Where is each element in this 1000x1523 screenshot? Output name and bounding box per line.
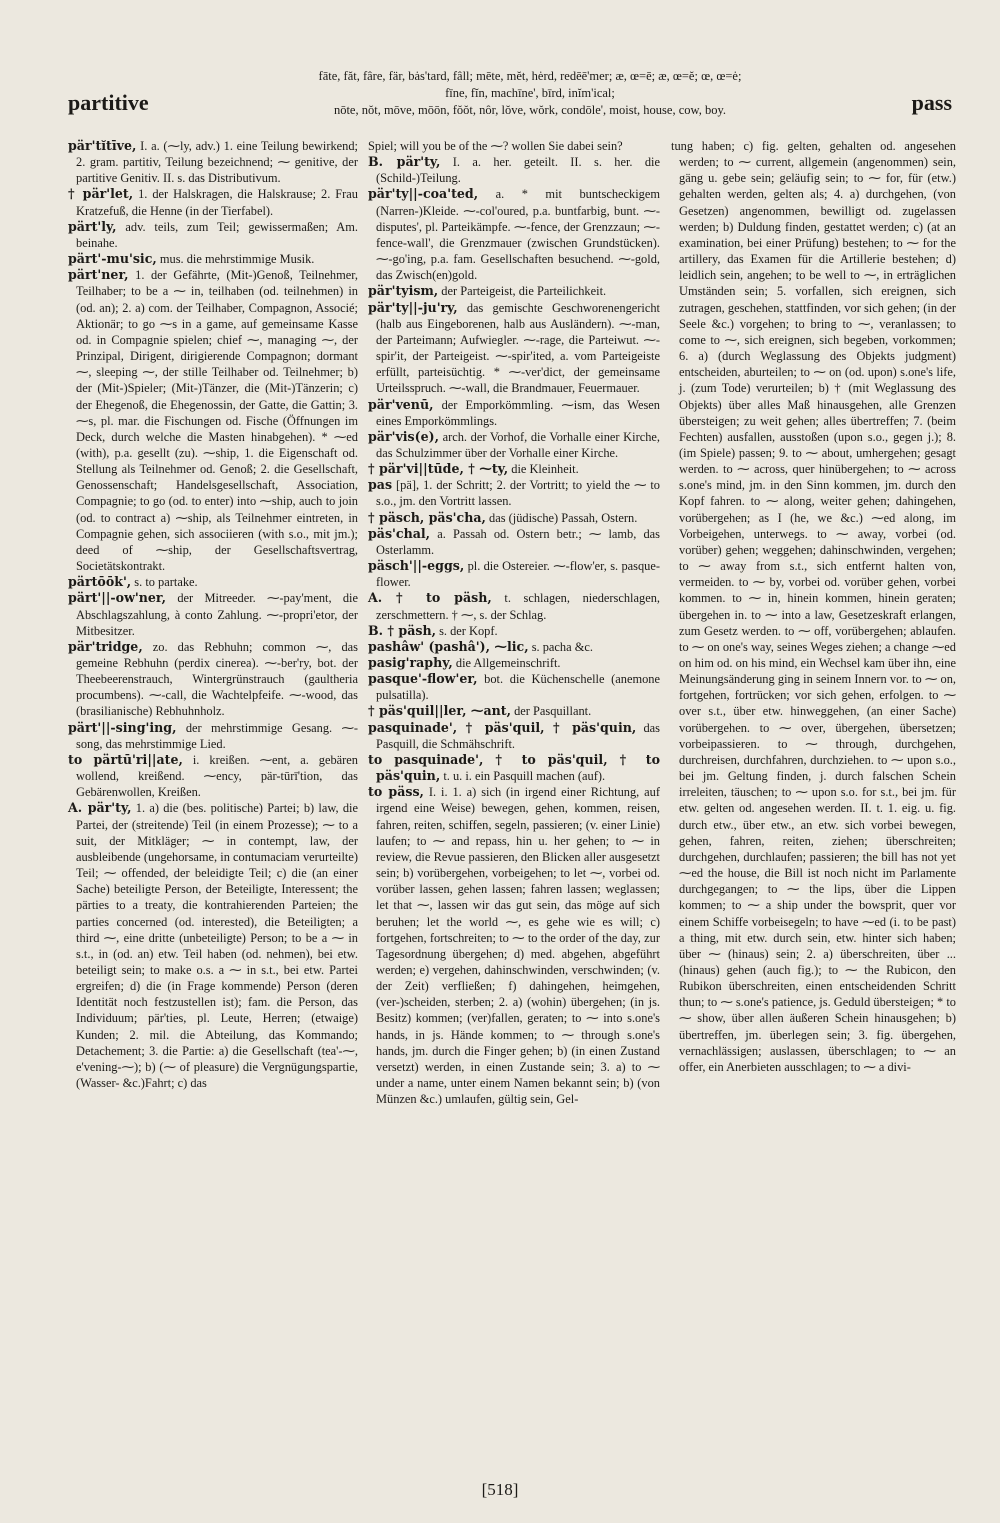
dictionary-entry (368, 639, 660, 655)
dictionary-entry (368, 784, 660, 1107)
entry-headword: pärt'ner, (68, 267, 129, 283)
entry-definition: bot. die Küchenschelle (anemone pulsatilla). (376, 672, 660, 703)
entry-definition: tung haben; c) fig. gelten, gehalten od. angesehen werden; to ⁓ current, allgemein (angenommen) sein, gäng u. gebe sein; geläufig sein; to ⁓ for, für (etw.) gehalten werden, gelten als; 4. a) durchgehen, (von Gesetzen) angenommen, bewilligt od. zugelassen werden; b) Duldung finden, gestattet werden; c) (at an examination, bei einer Prüfung) bestehen; to ⁓ for the artillery, das Examen für die Artillerie bestehen; d) leidlich sein, angehen; to be well to ⁓, in erträglichen Umständen sein; 5. vorfallen, sich ereignen, sich zutragen, geschehen, stattfinden, vor sich gehen; (in der Seele &c.) vorgehen; to bring to ⁓, veranlassen; to come to ⁓, sich ereignen, sich begeben, vorkommen; 6. a) (durch Weglassung des Objekts judgment) entscheiden, aburteilen; to ⁓ on (od. upon) s.one's life, j. (zum Tode) verurteilen; b) † (mit Weglassung des Objekts) über alles Maß hinausgehen, alle Grenzen übersteigen; zu weit gehen; alles übertreffen; 7. (beim Fechten) ausfallen, ausstoßen (upon s.o., gegen j.); 8. (im Spiele) passen; 9. to ⁓ about, umhergehen; gesagt werden. to ⁓ across, quer hinübergehen; to ⁓ across s.one's mind, jm. in den Sinn kommen, jm. durch den Kopf fahren. to ⁓ along, weiter gehen; dahingehen, vorübergehen; as I (he, we &c.) ⁓ed along, im Vorbeigehen, unterwegs. to ⁓ away, vorbei (od. vorüber) gehen; weggehen; dahinschwinden, vergehen; to ⁓ away from s.t., sich entfernt halten von, vermeiden. to ⁓ by, vorbei od. vorüber gehen, vorbei kommen. to ⁓ in, hinein kommen, hinein geraten; übergehen in. to ⁓ into a law, Gesetzeskraft erlangen, zum Gesetz werden. to ⁓ off, vorübergehen; ablaufen. to ⁓ on one's way, seines Weges ziehen; a change ⁓ed on him od. on his mind, ein Wechsel kam über ihn, eine Meinungsänderung ging in seinem Innern vor. to ⁓ on, fortgehen, fortrücken; vor sich gehen, erfolgen. to ⁓ over s.t., über etw. hinweggehen, (an einer Sache) vorübergehen. to ⁓ over, übergehen, übersetzen; vorbeipassieren. to ⁓ through, durchgehen, durchreisen, durchfahren, durchziehen. to ⁓ upon s.o., bei jm. Geltung finden, j. durch falschen Schein irreleiten, täuschen; to ⁓ upon s.o. for s.t., bei jm. für etw. gelten od. angesehen werden. II. t. 1. eig. u. fig. durch etw., über etw., an etw. sich vorbei bewegen, gehen, fahren, reiten, ziehen; überschreiten; durchgehen, durchlaufen; passieren; the bill has not yet ⁓ed the house, die Bill ist noch nicht im Parlamente durchgegangen; to ⁓ the lips, über die Lippen kommen; to ⁓ a ship under the bowsprit, quer vor einem Schiffe vorbeisegeln; to have ⁓ed (i. to be past) a thing, mit etw. durch sein, etw. hinter sich haben; über ⁓ (hinaus) sein; 2. a) überschreiten, über ... (hinaus) gehen (auch fig.); to ⁓ the Rubicon, den Rubikon überschreiten, einen entscheidenden Schritt thun; to ⁓ s.one's patience, js. Geduld übersteigen; * to ⁓ show, über allen äußeren Schein hinausgehen; b) übertreffen, jm. überlegen sein; 3. fig. übergehen, vernachlässigen; auslassen, überschlagen; to ⁓ an offer, ein Anerbieten ausschlagen; to ⁓ a divi- (671, 139, 956, 1074)
entry-definition: mus. die mehrstimmige Musik. (159, 252, 315, 267)
pronunciation-key (228, 68, 832, 119)
entry-definition: pl. die Ostereier. ⁓-flow'er, s. pasque-flower. (376, 559, 660, 590)
dictionary-entry (68, 574, 358, 590)
entry-definition: die Kleinheit. (511, 462, 579, 477)
entry-definition: a. Passah od. Ostern betr.; ⁓ lamb, das Osterlamm. (376, 526, 660, 557)
entry-definition: adv. teils, zum Teil; gewissermaßen; Am. beinahe. (76, 219, 358, 250)
dictionary-entry (368, 138, 660, 154)
entry-headword: to päss, (368, 784, 424, 800)
entry-definition: I. i. 1. a) sich (in irgend einer Richtung, auf irgend eine Weise) bewegen, gehen, kommen, reisen, fahren, reiten, schiffen, segeln, passieren; (v. einer Linie) laufen; to ⁓ and repass, hin u. her gehen; to ⁓ in review, die Revue passieren, den Blicken aller ausgesetzt sein; b) vorübergehen, vorbeigehen; to let ⁓, vorbei od. vorüber lassen, gehen lassen; fahren lassen; weglassen; let that ⁓, lassen wir das gut sein, das möge auf sich beruhen; let the world ⁓, es gehe wie es will; c) fortgehen, fortschreiten; to ⁓ to the order of the day, zur Tagesordnung übergehen; d) med. abgehen, abgeführt werden; e) vergehen, dahinschwinden, verschwinden; (v. der Zeit) verfließen; f) dahingehen, heimgehen, (ver-)scheiden, sterben; 2. a) (wohin) übergehen; (in js. Besitz) kommen; (ver)fallen, geraten; to ⁓ into s.one's hands, in js. Hände kommen; to ⁓ through s.one's hands, jm. durch die Finger gehen; b) (in einen Zustand versetzt) werden, in einen Zustande sein; 3. a) to ⁓ under a name, unter einem Namen bekannt sein; b) (von Münzen &c.) umlaufen, gültig sein, Gel- (376, 785, 661, 1107)
page-number: [518] (481, 1480, 519, 1499)
entry-headword: A. pär'ty, (68, 800, 132, 816)
dictionary-entry (68, 219, 358, 251)
entry-definition: der Emporkömmling. ⁓ism, das Wesen eines Emporkömmlings. (376, 397, 660, 428)
entry-definition: das (jüdische) Passah, Ostern. (489, 510, 638, 525)
entry-headword: pasig'raphy, (368, 655, 453, 670)
entry-headword: B. † päsh, (368, 622, 436, 638)
dictionary-entry (368, 477, 660, 509)
entry-definition: der Pasquillant. (514, 704, 592, 719)
entry-definition: 1. der Halskragen, die Halskrause; 2. Frau Kratzefuß, die Henne (in der Tierfabel). (76, 187, 358, 218)
entry-definition: 1. a) die (bes. politische) Partei; b) law, die Partei, der (streitende) Teil (in einem Prozesse); ⁓ to a suit, der Mitkläger; ⁓ in contempt, law, der ausbleibende (ungehorsame, in contumaciam verurteilte) Teil; ⁓ offended, der beleidigte Teil; c) die (an einer Sache) beteiligte Person, der Beteiligte, Interessent; the pärties to a treaty, die kontrahierenden Parteien; the parties concerned (od. interested), die Beteiligten; a third ⁓, eine dritte (unbeteiligte) Person; to be a ⁓ in s.t., in (od. an) etw. Teil haben (od. nehmen), bei etw. beteiligt sein; to make o.s. a ⁓ in s.t., bei etw. Partei ergreifen; d) die (in Frage kommende) Person (deren Identität noch festzustellen ist); fam. die Person, das Individuum; pär'ties, pl. Leute, Herren; (etwaige) Kunden; 2. mil. die Abteilung, das Kommando; Detachement; 3. die Partie: a) die Gesellschaft (tea'-⁓, e'vening-⁓); b) (⁓ of pleasure) die Vergnügungspartie, (Wasser- &c.)Fahrt; c) das (76, 801, 358, 1091)
dictionary-entry (68, 590, 358, 638)
entry-headword: pärt'||-ow'ner, (68, 590, 167, 606)
dictionary-entry (68, 251, 358, 267)
dictionary-entry (368, 623, 660, 639)
entry-headword: pärtōōk', (68, 574, 132, 590)
entry-headword: † pär'vi||tūde, † ⁓ty, (368, 461, 509, 477)
dictionary-entry (68, 267, 358, 574)
entry-headword: pärt'-mu'sic, (68, 251, 157, 267)
entry-headword: pasque'-flow'er, (368, 671, 478, 687)
entry-headword: pashâw' (pashâ'), ⁓lic, (368, 638, 529, 654)
entry-definition: s. pacha &c. (531, 639, 593, 654)
dictionary-entry (368, 703, 660, 719)
dictionary-entry (368, 655, 660, 671)
entry-definition: [pä], 1. der Schritt; 2. der Vortritt; to yield the ⁓ to s.o., jm. den Vortritt lassen. (376, 478, 660, 509)
right-guide-word: pass (911, 90, 952, 115)
entry-definition: Spiel; will you be of the ⁓? wollen Sie dabei sein? (368, 139, 623, 153)
entry-definition: I. a. her. geteilt. II. s. her. die (Schild-)Teilung. (376, 155, 660, 186)
dictionary-entry (368, 526, 660, 558)
dictionary-entry (671, 138, 956, 1075)
entry-headword: pärt'||-sing'ing, (68, 719, 177, 735)
entry-headword: pär'tridge, (68, 638, 143, 654)
dictionary-entry (68, 752, 358, 800)
left-guide-word: partitive (68, 90, 149, 115)
dictionary-entry (68, 639, 358, 720)
entry-headword: to pärtū'ri||ate, (68, 751, 183, 767)
column-2 (368, 138, 660, 1107)
entry-headword: pär'venū, (368, 396, 434, 412)
entry-definition: s. to partake. (134, 575, 198, 590)
dictionary-entry (368, 752, 660, 784)
entry-definition: das Pasquill, die Schmähschrift. (376, 720, 660, 751)
entry-definition: s. der Kopf. (439, 623, 498, 638)
dictionary-entry (368, 154, 660, 186)
dictionary-entry (368, 590, 660, 622)
dictionary-entry (368, 671, 660, 703)
entry-headword: pär'tyism, (368, 283, 439, 299)
entry-headword: pasquinade', † päs'quil, † päs'quin, (368, 719, 637, 735)
entry-headword: päs'chal, (368, 525, 431, 541)
dictionary-entry (368, 397, 660, 429)
entry-headword: pär'ty||-ju'ry, (368, 299, 458, 315)
pronunciation-line: nōte, nŏt, mōve, mōōn, fŏŏt, nôr, lŏve, wŏrk, condōle', moist, house, cow, boy. (333, 103, 727, 117)
entry-definition: der Parteigeist, die Parteilichkeit. (441, 284, 607, 299)
dictionary-columns (68, 138, 956, 1478)
entry-headword: † päs'quil||ler, ⁓ant, (368, 703, 511, 719)
dictionary-entry (368, 300, 660, 397)
entry-definition: t. schlagen, niederschlagen, zerschmettern. † ⁓, s. der Schlag. (376, 591, 660, 622)
column-3 (671, 138, 956, 1075)
dictionary-entry (68, 720, 358, 752)
entry-definition: 1. der Gefährte, (Mit-)Genoß, Teilnehmer, Teilhaber; to be a ⁓ in, teilhaben (od. teilnehmen) in (od. an); 2. a) com. der Teilhaber, Compagnon, Associé; Aktionär; to go ⁓s in a game, auf gemeinsame Kasse od. in Compagnie spielen; chief ⁓, managing ⁓, der Prinzipal, Dirigent, dirigierende Compagnon; dormant ⁓, sleeping ⁓, der stille Teilhaber od. Teilnehmer; b) der (Mit-)Spieler; (Mit-)Tänzer, die (Mit-)Tänzerin; c) der Ehegenoß, die Ehegenossin, der Gatte, die Gattin; 3. ⁓s, pl. mar. die Fischungen od. Fische (Öffnungen im Deck, durch welche die Masten hinabgehen). * ⁓ed (with), p.a. gesellt (zu). ⁓ship, 1. die Eigenschaft od. Stellung als Teilnehmer od. Genoß; 2. die Gesellschaft, Genossenschaft; Handelsgesellschaft, Association, Compagnie; to go (od. to enter) into ⁓ship, auch to join (od. to contract a) ⁓ship, als Teilnehmer eintreten, in Compagnie gehen, sich associieren (with s.o., mit jm.); deed of ⁓ship, der Gesellschaftsvertrag, Societätskontrakt. (76, 268, 358, 574)
entry-headword: pas (368, 477, 393, 493)
entry-headword: päsch'||-eggs, (368, 558, 465, 574)
dictionary-entry (368, 461, 660, 477)
entry-headword: pär'tĭtīve, (68, 138, 137, 153)
column-1 (68, 138, 358, 1091)
dictionary-entry (368, 510, 660, 526)
entry-headword: † pär'let, (68, 186, 134, 202)
pronunciation-line: fāte, făt, fâre, fär, bȧs'tard, fâll; mēte, mĕt, hėrd, redēē'mer; æ, œ=ē; æ, œ=ĕ; œ, œ=ė; (318, 69, 742, 83)
entry-definition: arch. der Vorhof, die Vorhalle einer Kirche, das Schulzimmer über der Vorhalle einer Kirche. (376, 429, 660, 460)
dictionary-entry (368, 429, 660, 461)
entry-definition: i. kreißen. ⁓ent, a. gebären wollend, kreißend. ⁓ency, pär-tūrī'tion, das Gebärenwollen, Kreißen. (76, 752, 358, 800)
entry-headword: A. † to päsh, (368, 590, 492, 606)
entry-headword: B. pär'ty, (368, 154, 441, 170)
dictionary-entry (68, 800, 358, 1091)
entry-definition: der Mitreeder. ⁓-pay'ment, die Abschlagszahlung, à conto Zahlung. ⁓-propri'etor, der Mitbesitzer. (76, 591, 358, 638)
entry-headword: pärt'ly, (68, 218, 117, 234)
dictionary-entry (68, 138, 358, 186)
dictionary-entry (368, 558, 660, 590)
page-header (68, 68, 952, 124)
dictionary-entry (368, 720, 660, 752)
entry-headword: to pasquinade', † to päs'quil, † to päs'quin, (368, 751, 660, 784)
entry-definition: der mehrstimmige Gesang. ⁓-song, das mehrstimmige Lied. (76, 720, 358, 751)
entry-definition: zo. das Rebhuhn; common ⁓, das gemeine Rebhuhn (perdix cinerea). ⁓-ber'ry, bot. der Theebeerenstrauch, Wintergrünstrauch (gaultheria procumbens). ⁓-call, die Wachtelpfeife. ⁓-wood, das (brasilianische) Rebhuhnholz. (76, 639, 358, 719)
entry-definition: t. u. i. ein Pasquill machen (auf). (443, 769, 606, 784)
entry-definition: a. * mit buntscheckigem (Narren-)Kleide. ⁓-col'oured, p.a. buntfarbig, bunt. ⁓-disputes', pl. Parteikämpfe. ⁓-fence, der Grenzzaun; ⁓-fence-wall', die Grenzmauer (zwischen Grundstücken). ⁓-go'ing, p.a. fam. Gesellschaften besuchend. ⁓-gold, das Zwisch(en)gold. (376, 187, 660, 283)
pronunciation-line: fīne, fĭn, machīne', bīrd, inĭm'ical; (445, 86, 615, 100)
dictionary-entry (368, 283, 660, 299)
entry-headword: † päsch, päs'cha, (368, 509, 486, 525)
entry-definition: I. a. (⁓ly, adv.) 1. eine Teilung bewirkend; 2. gram. partitiv, Teilung bezeichnend; ⁓ genitive, der partitive Genitiv. II. s. das Distributivum. (76, 139, 358, 186)
entry-definition: das gemischte Geschworenengericht (halb aus Eingeborenen, halb aus Ausländern). ⁓-man, der Parteimann; Aufwiegler. ⁓-rage, die Parteiwut. ⁓-spir'it, der Parteigeist. ⁓-spir'ited, a. vom Parteigeiste erfüllt, parteisüchtig. * ⁓-ver'dict, der gemeinsame Urteilsspruch. ⁓-wall, die Brandmauer, Feuermauer. (376, 300, 660, 396)
dictionary-entry (368, 186, 660, 283)
entry-headword: pär'ty||-coa'ted, (368, 186, 479, 202)
entry-definition: die Allgemeinschrift. (455, 656, 561, 670)
entry-headword: pär'vis(e), (368, 428, 439, 444)
dictionary-entry (68, 186, 358, 218)
